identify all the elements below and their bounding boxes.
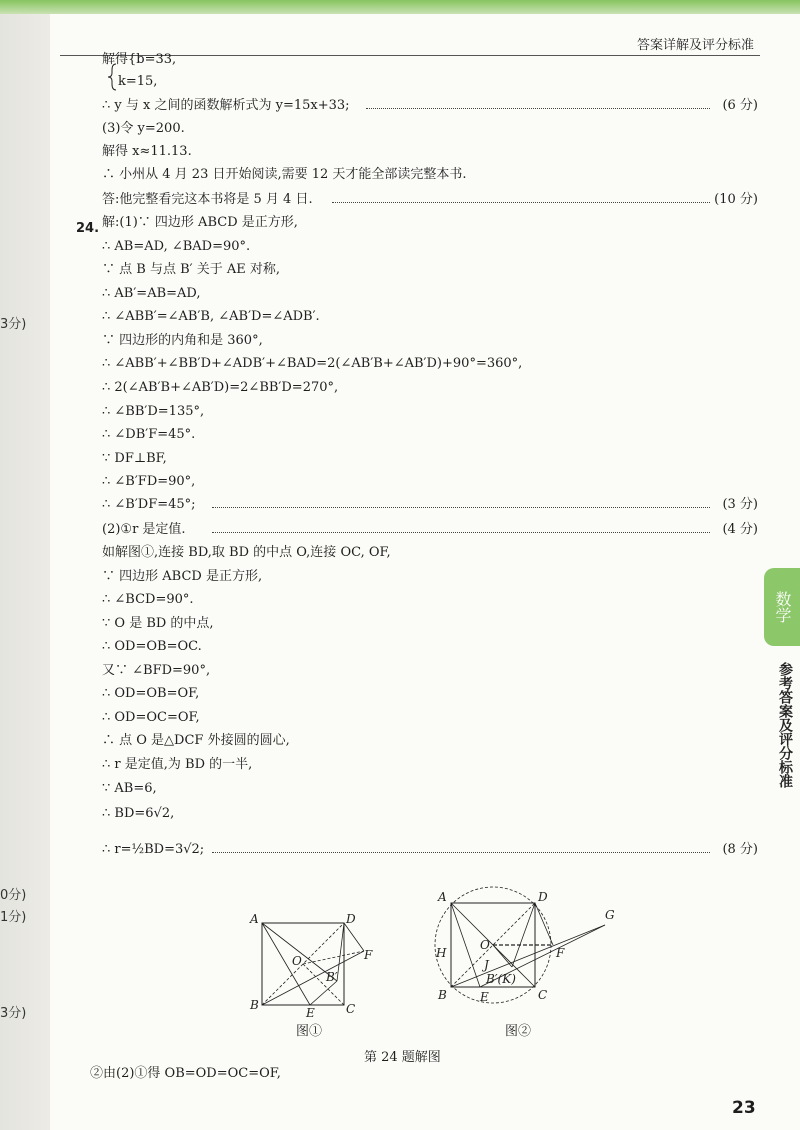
- solution-line: ∴ OD=OB=OC.: [102, 639, 202, 654]
- figure-1-diagram: [244, 905, 384, 1035]
- solution-line: ∴ ∠ABB′=∠AB′B, ∠AB′D=∠ADB′.: [102, 309, 320, 324]
- solution-line: ∴ OD=OC=OF,: [102, 710, 200, 725]
- page-number: 23: [732, 1098, 756, 1118]
- score-mark: (10 分): [714, 192, 758, 207]
- solution-line: ∴ r 是定值,为 BD 的一半,: [102, 757, 253, 772]
- solution-line: ∴ ∠B′FD=90°,: [102, 474, 196, 489]
- score-mark: (4 分): [722, 522, 758, 537]
- score-mark: (3 分): [722, 497, 758, 512]
- solution-line: ∴ ∠B′DF=45°;: [102, 497, 196, 512]
- solution-line: 答:他完整看完这本书将是 5 月 4 日.: [102, 192, 313, 207]
- label-A: A: [438, 890, 447, 904]
- label-B: B: [250, 998, 259, 1012]
- label-Bprime-K: B′(K): [486, 972, 516, 986]
- label-O: O: [292, 954, 302, 968]
- label-A: A: [250, 912, 259, 926]
- solution-line: 解:(1)∵ 四边形 ABCD 是正方形,: [102, 215, 298, 230]
- label-G: G: [605, 908, 615, 922]
- cut-score-text: 3分): [0, 317, 27, 332]
- solution-line: ∴ r=½BD=3√2;: [102, 842, 205, 857]
- solution-line: ∴ AB′=AB=AD,: [102, 286, 201, 301]
- cut-score-text: 3分): [0, 1006, 27, 1021]
- score-mark: (8 分): [722, 842, 758, 857]
- question-number: 24.: [76, 221, 100, 236]
- label-F: F: [556, 946, 565, 960]
- solution-line: ∵ 四边形 ABCD 是正方形,: [102, 569, 263, 584]
- label-H: H: [436, 946, 447, 960]
- label-D: D: [538, 890, 548, 904]
- solution-line: ∴ 小州从 4 月 23 日开始阅读,需要 12 天才能全部读完整本书.: [102, 167, 467, 182]
- label-O: O: [480, 938, 490, 952]
- solution-line: 解得 x≈11.13.: [102, 144, 192, 159]
- solution-line: 如解图①,连接 BD,取 BD 的中点 O,连接 OC, OF,: [102, 545, 391, 560]
- solution-line: ②由(2)①得 OB=OD=OC=OF,: [90, 1066, 281, 1081]
- figure-1-caption: 图①: [296, 1024, 323, 1039]
- solution-line: ∴ 2(∠AB′B+∠AB′D)=2∠BB′D=270°,: [102, 380, 339, 395]
- label-J: J: [484, 958, 489, 972]
- solution-line: (2)①r 是定值.: [102, 522, 186, 537]
- label-F: F: [364, 948, 373, 962]
- label-C: C: [538, 988, 548, 1002]
- solution-line: ∴ AB=AD, ∠BAD=90°.: [102, 239, 251, 254]
- solution-line: ∴ OD=OB=OF,: [102, 686, 200, 701]
- label-E: E: [306, 1006, 315, 1020]
- solution-line: ∵ 点 B 与点 B′ 关于 AE 对称,: [102, 262, 280, 277]
- solution-line: ∵ 四边形的内角和是 360°,: [102, 333, 263, 348]
- solution-line: 又∵ ∠BFD=90°,: [102, 663, 211, 678]
- solution-line: ∴ ∠BB′D=135°,: [102, 404, 205, 419]
- solution-line: ∴ y 与 x 之间的函数解析式为 y=15x+33;: [102, 98, 350, 113]
- solution-line: ∵ AB=6,: [102, 781, 157, 796]
- solution-line: ∵ O 是 BD 的中点,: [102, 616, 214, 631]
- cut-score-text: 0分): [0, 888, 27, 903]
- solution-line: ∴ 点 O 是△DCF 外接圆的圆心,: [102, 733, 290, 748]
- cut-score-text: 1分): [0, 910, 27, 925]
- solution-line: ∴ BD=6√2,: [102, 806, 175, 821]
- label-D: D: [346, 912, 356, 926]
- solution-line: (3)令 y=200.: [102, 121, 185, 136]
- solution-line: ∴ ∠BCD=90°.: [102, 592, 194, 607]
- solution-line: 解得{b=33,: [102, 52, 177, 67]
- label-E: E: [480, 990, 489, 1004]
- solution-line: ∵ DF⊥BF,: [102, 451, 167, 466]
- solution-line: ∴ ∠DB′F=45°.: [102, 427, 196, 442]
- figure-title: 第 24 题解图: [364, 1050, 441, 1065]
- label-Bprime: B′: [326, 970, 338, 984]
- label-B: B: [438, 988, 447, 1002]
- solution-line: ∴ ∠ABB′+∠BB′D+∠ADB′+∠BAD=2(∠AB′B+∠AB′D)+90°=360°,: [102, 356, 523, 371]
- score-mark: (6 分): [722, 98, 758, 113]
- page-header: 答案详解及评分标准: [637, 38, 755, 53]
- section-tab: 参考答案及评分标准: [777, 662, 793, 788]
- figure-2-caption: 图②: [505, 1024, 532, 1039]
- label-C: C: [346, 1002, 356, 1016]
- subject-tab: 数学: [764, 568, 800, 646]
- solution-line: k=15,: [118, 74, 158, 89]
- figure-2-diagram: [420, 885, 620, 1025]
